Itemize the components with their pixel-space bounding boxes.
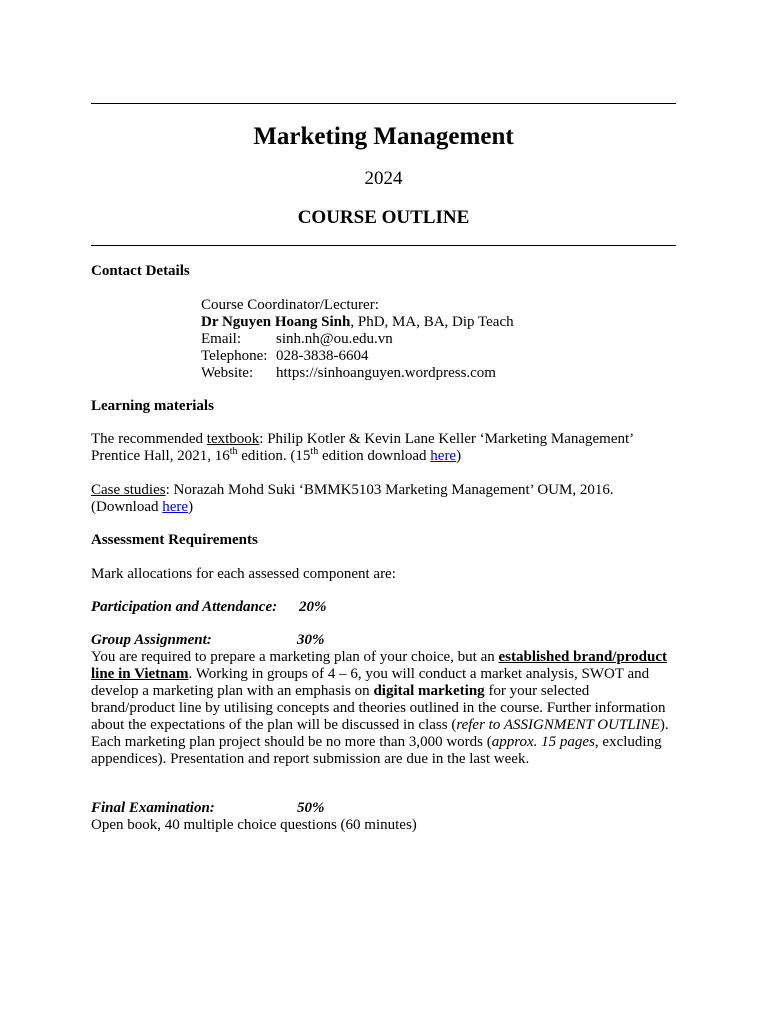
- textbook-sup1: th: [229, 446, 238, 457]
- case-text: : Norazah Mohd Suki ‘BMMK5103 Marketing Management’ OUM, 2016. (Download: [91, 482, 614, 515]
- group-label: Group Assignment:: [91, 632, 212, 648]
- group-t4: ). Each marketing plan project should be no more than 3,000 words (: [91, 717, 669, 750]
- document-subtitle: COURSE OUTLINE: [297, 207, 470, 228]
- participation-row: [91, 599, 676, 616]
- textbook-text3: edition download: [318, 448, 431, 464]
- group-description: [91, 649, 676, 768]
- group-emphasis-brand: established brand/product line in Vietnam: [91, 649, 668, 682]
- group-emphasis-digital: digital marketing: [373, 683, 485, 699]
- contact-credentials: , PhD, MA, BA, Dip Teach: [350, 314, 514, 330]
- textbook-text2: edition. (15: [237, 448, 311, 464]
- contact-heading: Contact Details: [91, 263, 190, 279]
- group-pct: 30%: [297, 632, 325, 648]
- group-t5: , excluding appendices). Presentation and report submission are due in the last week.: [91, 734, 662, 767]
- contact-name-line: [201, 314, 621, 331]
- contact-phone-row: [201, 348, 621, 365]
- final-pct: 50%: [297, 800, 325, 816]
- textbook-sup2: th: [310, 446, 319, 457]
- contact-role: Course Coordinator/Lecturer:: [201, 297, 379, 313]
- website-label: Website:: [201, 365, 254, 381]
- final-row: [91, 800, 676, 817]
- learning-heading: Learning materials: [91, 398, 214, 414]
- case-close: ): [188, 499, 194, 515]
- document-title: Marketing Management: [253, 123, 514, 150]
- group-italic-pages: approx. 15 pages: [491, 734, 595, 750]
- website-value: https://sinhoanguyen.wordpress.com: [276, 365, 496, 381]
- group-italic-ref: refer to ASSIGNMENT OUTLINE: [456, 717, 660, 733]
- contact-website-row: [201, 365, 621, 382]
- case-word: Case studies: [91, 482, 166, 498]
- group-t2: . Working in groups of 4 – 6, you will conduct a market analysis, SWOT and develop a marketing plan with an emphasis on: [91, 666, 650, 699]
- header-bottom-rule: [91, 245, 676, 246]
- contact-block: [201, 297, 621, 382]
- participation-label: Participation and Attendance:: [91, 599, 278, 615]
- contact-name: Dr Nguyen Hoang Sinh: [201, 314, 351, 330]
- textbook-text1: : Philip Kotler & Kevin Lane Keller ‘Marketing Management’ Prentice Hall, 2021, 16: [91, 431, 634, 464]
- document-year: 2024: [364, 168, 403, 189]
- group-t3: for your selected brand/product line by utilising concepts and theories outlined in the course. Further information about the expectations of the plan will be discussed in class (: [91, 683, 666, 733]
- participation-pct: 20%: [299, 599, 327, 615]
- phone-value: 028-3838-6604: [276, 348, 369, 364]
- case-paragraph: [91, 482, 676, 516]
- textbook-close: ): [456, 448, 462, 464]
- textbook-paragraph: [91, 431, 676, 465]
- top-rule: [91, 103, 676, 104]
- case-download-link[interactable]: here: [162, 499, 189, 515]
- textbook-download-link[interactable]: here: [430, 448, 457, 464]
- final-label: Final Examination:: [91, 800, 215, 816]
- assessment-heading: Assessment Requirements: [91, 532, 258, 548]
- email-value: sinh.nh@ou.edu.vn: [276, 331, 393, 347]
- final-description: Open book, 40 multiple choice questions (60 minutes): [91, 817, 417, 833]
- contact-email-row: [201, 331, 621, 348]
- textbook-word: textbook: [206, 431, 260, 447]
- group-row: [91, 632, 676, 649]
- assessment-intro: Mark allocations for each assessed component are:: [91, 566, 396, 582]
- email-label: Email:: [201, 331, 241, 347]
- phone-label: Telephone:: [201, 348, 268, 364]
- textbook-prefix: The recommended: [91, 431, 207, 447]
- group-t1: You are required to prepare a marketing plan of your choice, but an: [91, 649, 499, 665]
